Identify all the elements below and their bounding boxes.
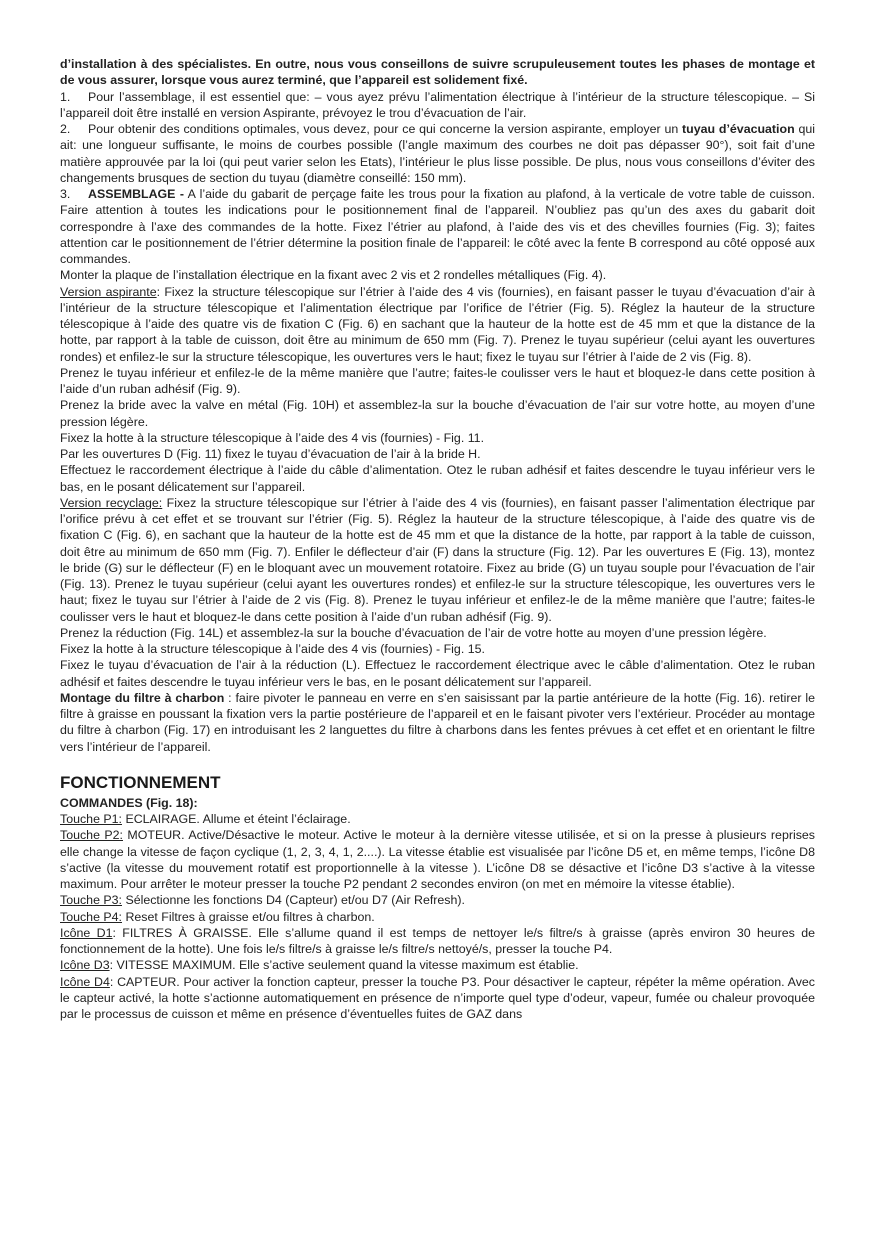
entry-icone-d4	[60, 974, 815, 1023]
entry-touche-p4	[60, 909, 815, 925]
version-aspirante-label: Version aspirante	[60, 284, 157, 299]
section-title-fonctionnement: FONCTIONNEMENT	[60, 772, 221, 792]
item-text: A l’aide du gabarit de perçage faite les trous pour la fixation au plafond, à la verticale de votre table de cuisson. Faire attention à toutes les indications pour le positionnement final de l’appareil. N’oubliez pas qu’un des axes du gabarit doit correspondre à l’axe des commandes de la hotte. Fixez l’étrier au plafond, à l’aide des vis et des chevilles fournies (Fig. 3); faites attention car le positionnement de l’étrier détermine la position finale de l’appareil: le côté avec la fente B correspond au côté opposé aux commandes.	[60, 187, 816, 266]
paragraph-version-recyclage	[60, 495, 815, 625]
numbered-item-1	[60, 89, 815, 122]
version-recyclage-text: Fixez la structure télescopique sur l’étrier à l’aide des 4 vis (fournies), en faisant passer l’alimentation électrique par l’orifice prévu à cet effet et se trouvant sur l’étrier (Fig. 5). Réglez la hauteur de la structure télescopique, à l’aide des quatre vis de fixation C (Fig. 6), en sachant que la hauteur de la hotte est de 45 mm et que la distance de la hotte, par rapport à la table de cuisson, doit être au minimum de 650 mm (Fig. 7). Enfiler le déflecteur d’air (F) dans la structure (Fig. 12). Par les ouvertures E (Fig. 13), montez le bride (G) sur le déflecteur (F) en le bloquant avec un mouvement rotatoire. Fixez au bride (G) un tuyau souple pour l’évacuation de l’air (Fig. 13). Prenez le tuyau supérieur (celui ayant les ouvertures rondes) et enfilez-le sur la structure télescopique, les ouvertures vers le haut; fixez le tuyau sur l’étrier à l’aide de 2 vis (Fig. 8). Prenez le tuyau inférieur et enfilez-le de la même manière que l’autre; faites-le coulisser vers le haut et bloquez-le dans cette position à l’aide d’un ruban adhésif (Fig. 9).	[60, 495, 815, 624]
entry-icone-d3	[60, 957, 815, 973]
version-recyclage-label: Version recyclage:	[60, 495, 163, 510]
paragraph-filtre-charbon	[60, 690, 815, 755]
entry-touche-p2	[60, 827, 815, 892]
item-text: Pour l’assemblage, il est essentiel que: – vous ayez prévu l’alimentation électrique à l’intérieur de la structure télescopique. – Si l’appareil doit être installé en version Aspirante, prévoyez le trou d’évacuation de l’air.	[60, 89, 815, 120]
item-number: 2.	[60, 122, 71, 136]
paragraph-bride: Prenez la bride avec la valve en métal (Fig. 10H) et assemblez-la sur la bouche d’évacuation de l’air sur votre hotte, au moyen d’une pression légère.	[60, 398, 815, 429]
entry-text: : CAPTEUR. Pour activer la fonction capteur, presser la touche P3. Pour désactiver le capteur, répéter la même opération. Avec le capteur activé, la hotte s’actionne automatiquement en présence de n’importe quel type d’odeur, vapeur, fumée ou chaleur provoquée par le processus de cuisson et même en présence d’éventuelles fuites de GAZ dans	[60, 974, 815, 1021]
intro-paragraph	[60, 56, 815, 89]
paragraph-fixez-hotte-2: Fixez la hotte à la structure télescopique à l’aide des 4 vis (fournies) - Fig. 15.	[60, 642, 485, 656]
entry-text: Sélectionne les fonctions D4 (Capteur) et/ou D7 (Air Refresh).	[122, 893, 465, 908]
filtre-charbon-text: : faire pivoter le panneau en verre en s’en saisissant par la partie antérieure de la hotte (Fig. 16). retirer le filtre à graisse en poussant la fixation vers la partie postérieure de l’appareil et en le faisant pivoter vers l’extérieur. Procéder au montage du filtre à charbon (Fig. 17) en introduisant les 2 languettes du filtre à charbons dans les fentes prévues à cet effet et en orientant le filtre vers l’intérieur de l’appareil.	[60, 690, 815, 754]
entry-label: Icône D4	[60, 974, 110, 989]
filtre-charbon-label: Montage du filtre à charbon	[60, 690, 225, 705]
entry-label: Touche P4:	[60, 909, 122, 924]
entry-label: Touche P1:	[60, 812, 122, 826]
intro-bold-text: d’installation à des spécialistes. En outre, nous vous conseillons de suivre scrupuleusement toutes les phases de montage et de vous assurer, lorsque vous aurez terminé, que l’appareil est solidement fixé.	[60, 57, 815, 88]
entry-text: : VITESSE MAXIMUM. Elle s’active seulement quand la vitesse maximum est établie.	[109, 958, 579, 973]
entry-text: ECLAIRAGE. Allume et éteint l’éclairage.	[122, 812, 351, 826]
item-bold-text: ASSEMBLAGE -	[88, 187, 184, 201]
paragraph-raccordement: Effectuez le raccordement électrique à l’aide du câble d’alimentation. Otez le ruban adhésif et faites descendre le tuyau inférieur vers le bas, en le posant délicatement sur l’appareil.	[60, 463, 815, 494]
paragraph-fixez-tuyau-reduction: Fixez le tuyau d’évacuation de l’air à la réduction (L). Effectuez le raccordement électrique avec le câble d’alimentation. Otez le ruban adhésif et faites descendre le tuyau inférieur vers le bas, en le posant délicatement sur l’appareil.	[60, 658, 815, 689]
document-page	[60, 56, 815, 1022]
entry-text: MOTEUR. Active/Désactive le moteur. Active le moteur à la dernière vitesse utilisée, et si on la presse à plusieurs reprises elle change la vitesse de façon cyclique (1, 2, 3, 4, 1, 2....). La vitesse établie est visualisée par l’icône D5 et, en même temps, l’icône D8 s’active (la vitesse du mouvement rotatif est proportionnelle à la vitesse ). L’icône D8 se désactive et l’icône D3 s’active à la vitesse maximum. Pour arrêter le moteur presser la touche P2 pendant 2 secondes environ (on met en mémoire la vitesse établie).	[60, 828, 815, 891]
item-text: Pour obtenir des conditions optimales, vous devez, pour ce qui concerne la version aspirante, employer un	[88, 122, 683, 136]
paragraph-fixez-hotte-1: Fixez la hotte à la structure télescopique à l’aide des 4 vis (fournies) - Fig. 11.	[60, 430, 485, 445]
subtitle-commandes: COMMANDES (Fig. 18):	[60, 795, 198, 810]
entry-touche-p1	[60, 811, 815, 827]
item-number: 3.	[60, 187, 71, 201]
entry-label: Icône D3	[60, 958, 110, 973]
item-bold-text: tuyau d’évacuation	[682, 122, 795, 136]
entry-label: Touche P3:	[60, 893, 122, 908]
paragraph-ouvertures: Par les ouvertures D (Fig. 11) fixez le tuyau d’évacuation de l’air à la bride H.	[60, 447, 481, 461]
paragraph-version-aspirante	[60, 284, 815, 365]
entry-touche-p3	[60, 892, 815, 908]
entry-icone-d1	[60, 925, 815, 958]
item-text-continued: qui ait: une longueur suffisante, le moins de courbes possible (l’angle maximum des courbes ne doit pas dépasser 90°), soit fait d’une matière approuvée par la loi (qui peut varier selon les Etats), l’intérieur le plus lisse possible. De plus, nous vous conseillons d’éviter des changements brusques de section du tuyau (diamètre conseillé: 150 mm).	[60, 122, 815, 185]
version-aspirante-text: : Fixez la structure télescopique sur l’étrier à l’aide des 4 vis (fournies), en faisant passer le tuyau d’évacuation d’air à l’intérieur de la structure télescopique et l’alimentation électrique par l’orifice de l’étrier (Fig. 5). Réglez la hauteur de la structure télescopique à l’aide des quatre vis de fixation C (Fig. 6) en sachant que la hauteur de la hotte est de 45 mm et que la distance de la hotte, par rapport à la table de cuisson, doit être au minimum de 650 mm (Fig. 7). Prenez le tuyau supérieur (celui ayant les ouvertures rondes) et enfilez-le sur la structure télescopique, les ouvertures vers le haut; fixez le tuyau sur l’étrier à l’aide de 2 vis (Fig. 8).	[60, 284, 815, 364]
paragraph-tuyau-inferieur: Prenez le tuyau inférieur et enfilez-le de la même manière que l’autre; faites-le coulisser vers le haut et bloquez-le dans cette position à l’aide d’un ruban adhésif (Fig. 9).	[60, 365, 815, 396]
paragraph-plaque: Monter la plaque de l’installation électrique en la fixant avec 2 vis et 2 rondelles métalliques (Fig. 4).	[60, 268, 607, 283]
item-number: 1.	[60, 89, 71, 104]
numbered-item-3	[60, 186, 815, 267]
numbered-item-2	[60, 121, 815, 186]
entry-text: Reset Filtres à graisse et/ou filtres à charbon.	[122, 909, 375, 924]
entry-label: Icône D1	[60, 925, 113, 940]
entry-label: Touche P2:	[60, 828, 123, 843]
paragraph-reduction: Prenez la réduction (Fig. 14L) et assemblez-la sur la bouche d’évacuation de l’air de votre hotte au moyen d’une pression légère.	[60, 625, 767, 640]
entry-text: : FILTRES À GRAISSE. Elle s’allume quand il est temps de nettoyer le/s filtre/s à graisse (après environ 30 heures de fonctionnement de la hotte). Une fois le/s filtre/s à graisse le/s filtre/s nettoyé/s, presser la touche P4.	[60, 925, 815, 956]
